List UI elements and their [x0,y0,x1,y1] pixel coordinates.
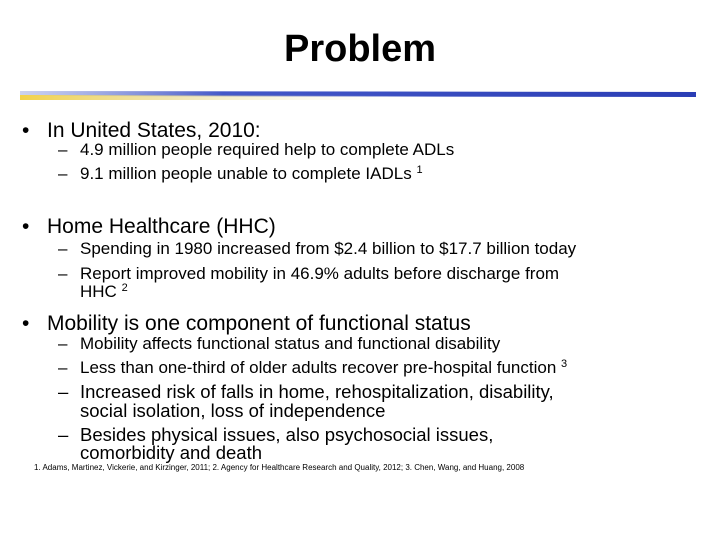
dash-marker: – [58,239,68,258]
footnote-references: 1. Adams, Martinez, Vickerie, and Kirzinger, 2011; 2. Agency for Healthcare Research and Quality, 2012; 3. Chen, Wang, and Huang, 2008 [34,463,525,472]
continuation-text: comorbidity and death [80,442,263,463]
sub-bullet-adls [58,140,454,159]
citation-sup: 3 [561,358,568,370]
bullet-us-2010 [22,120,261,142]
dash-marker: – [58,264,68,283]
dash-marker: – [58,334,68,353]
sub-bullet-falls [58,382,554,401]
sub-bullet-text: Less than one-third of older adults recover pre-hospital function [80,358,557,377]
bullet-marker: • [22,215,30,238]
bullet-text: Home Healthcare (HHC) [47,215,276,238]
title-underline [20,88,696,102]
sub-bullet-recovery [58,358,567,377]
slide-title: Problem [283,28,437,70]
dash-marker: – [58,424,69,445]
bullet-text: Mobility is one component of functional status [47,312,471,335]
citation-sup: 2 [121,282,128,294]
citation-sup: 1 [416,164,423,176]
dash-marker: – [58,164,68,183]
continuation-text: HHC [80,282,117,301]
bullet-hhc [22,216,276,238]
dash-marker: – [58,358,68,377]
bullet-marker: • [22,312,30,335]
sub-bullet-text: Spending in 1980 increased from $2.4 billion to $17.7 billion today [80,239,577,258]
continuation-text: social isolation, loss of independence [80,400,386,421]
sub-bullet-text: 4.9 million people required help to complete ADLs [80,140,455,159]
sub-bullet-text: Increased risk of falls in home, rehospitalization, disability, [80,381,554,402]
sub-bullet-spending [58,239,576,258]
sub-bullet-text: Besides physical issues, also psychosocial issues, [80,424,494,445]
sub-bullet-continuation [80,443,262,462]
sub-bullet-text: Mobility affects functional status and functional disability [80,334,501,353]
sub-bullet-continuation [80,282,128,301]
sub-bullet-continuation [80,401,385,420]
sub-bullet-text: Report improved mobility in 46.9% adults before discharge from [80,264,560,283]
bullet-mobility [22,313,471,335]
sub-bullet-functional [58,334,500,353]
sub-bullet-iadls [58,164,423,183]
sub-bullet-mobility-report [58,264,559,283]
dash-marker: – [58,140,68,159]
sub-bullet-text: 9.1 million people unable to complete IADLs [80,164,412,183]
dash-marker: – [58,381,69,402]
bullet-text: In United States, 2010: [47,119,261,142]
bullet-marker: • [22,119,30,142]
